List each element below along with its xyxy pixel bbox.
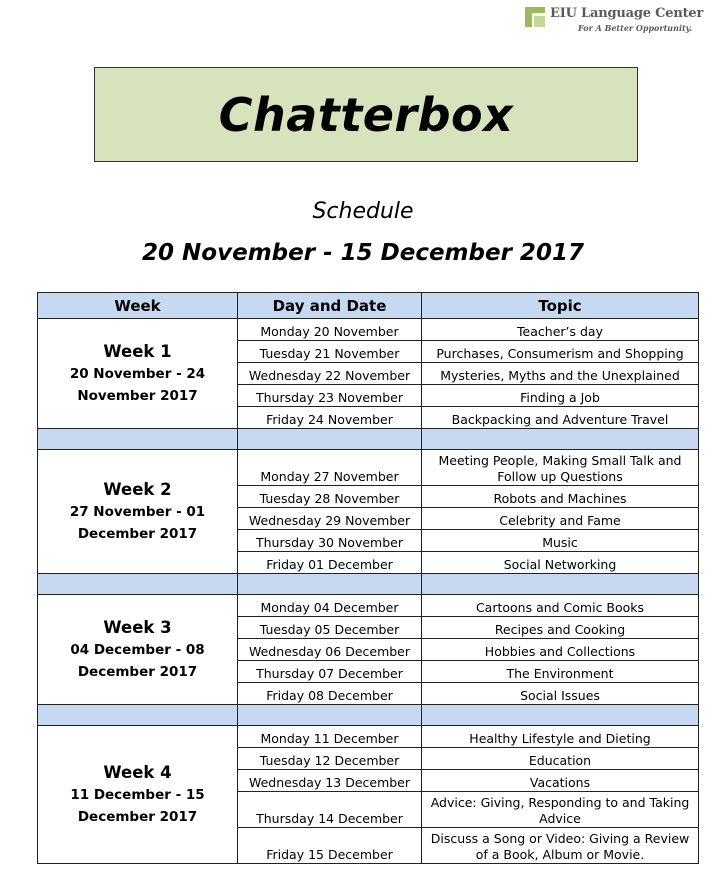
topic-cell: Vacations <box>422 770 699 792</box>
day-cell: Monday 04 December <box>238 595 422 617</box>
table-header-row <box>38 293 699 319</box>
topic-cell: Finding a Job <box>422 385 699 407</box>
table-row <box>38 319 699 341</box>
topic-cell: Discuss a Song or Video: Giving a Review of a Book, Album or Movie. <box>422 828 699 864</box>
topic-cell: Hobbies and Collections <box>422 639 699 661</box>
day-cell: Friday 01 December <box>238 552 422 574</box>
day-cell: Friday 24 November <box>238 407 422 429</box>
day-cell: Monday 27 November <box>238 450 422 486</box>
week-separator-row <box>38 705 699 726</box>
week-label: Week 1 <box>103 341 172 361</box>
topic-cell: The Environment <box>422 661 699 683</box>
day-cell: Friday 08 December <box>238 683 422 705</box>
column-header-topic: Topic <box>422 293 699 319</box>
org-logo <box>523 5 723 37</box>
table-row <box>38 450 699 486</box>
topic-cell: Social Networking <box>422 552 699 574</box>
day-cell: Monday 20 November <box>238 319 422 341</box>
title-banner <box>94 67 638 162</box>
day-cell: Friday 15 December <box>238 828 422 864</box>
day-cell: Monday 11 December <box>238 726 422 748</box>
week-cell <box>38 595 238 705</box>
topic-cell: Healthy Lifestyle and Dieting <box>422 726 699 748</box>
day-cell: Tuesday 28 November <box>238 486 422 508</box>
week-range: 20 November - 24 November 2017 <box>69 365 206 404</box>
topic-cell: Backpacking and Adventure Travel <box>422 407 699 429</box>
table-row <box>38 726 699 748</box>
table-row <box>38 595 699 617</box>
week-label: Week 4 <box>103 762 172 782</box>
day-cell: Tuesday 21 November <box>238 341 422 363</box>
day-cell: Thursday 07 December <box>238 661 422 683</box>
day-cell: Wednesday 13 December <box>238 770 422 792</box>
week-label: Week 3 <box>103 617 172 637</box>
column-header-day: Day and Date <box>238 293 422 319</box>
topic-cell: Purchases, Consumerism and Shopping <box>422 341 699 363</box>
day-cell: Wednesday 06 December <box>238 639 422 661</box>
schedule-table <box>37 292 699 864</box>
week-range: 04 December - 08 December 2017 <box>70 641 205 680</box>
column-header-week: Week <box>38 293 238 319</box>
week-label: Week 2 <box>103 479 172 499</box>
day-cell: Wednesday 22 November <box>238 363 422 385</box>
week-separator-row <box>38 429 699 450</box>
topic-cell: Teacher’s day <box>422 319 699 341</box>
schedule-subtitle: Schedule <box>312 199 414 224</box>
topic-cell: Meeting People, Making Small Talk and Follow up Questions <box>422 450 699 486</box>
day-cell: Tuesday 05 December <box>238 617 422 639</box>
org-name: EIU Language Center <box>550 6 704 21</box>
day-cell: Thursday 23 November <box>238 385 422 407</box>
day-cell: Wednesday 29 November <box>238 508 422 530</box>
week-range: 11 December - 15 December 2017 <box>70 786 205 825</box>
topic-cell: Robots and Machines <box>422 486 699 508</box>
day-cell: Thursday 30 November <box>238 530 422 552</box>
topic-cell: Celebrity and Fame <box>422 508 699 530</box>
day-cell: Thursday 14 December <box>238 792 422 828</box>
week-range: 27 November - 01 December 2017 <box>69 503 206 542</box>
topic-cell: Music <box>422 530 699 552</box>
org-tagline: For A Better Opportunity. <box>578 23 693 33</box>
week-cell <box>38 726 238 864</box>
topic-cell: Recipes and Cooking <box>422 617 699 639</box>
eiu-logo-icon <box>523 5 547 29</box>
page-title: Chatterbox <box>218 87 514 142</box>
topic-cell: Advice: Giving, Responding to and Taking Advice <box>422 792 699 828</box>
topic-cell: Mysteries, Myths and the Unexplained <box>422 363 699 385</box>
topic-cell: Social Issues <box>422 683 699 705</box>
date-range: 20 November - 15 December 2017 <box>142 240 584 266</box>
week-separator-row <box>38 574 699 595</box>
day-cell: Tuesday 12 December <box>238 748 422 770</box>
topic-cell: Education <box>422 748 699 770</box>
week-cell <box>38 450 238 574</box>
topic-cell: Cartoons and Comic Books <box>422 595 699 617</box>
week-cell <box>38 319 238 429</box>
